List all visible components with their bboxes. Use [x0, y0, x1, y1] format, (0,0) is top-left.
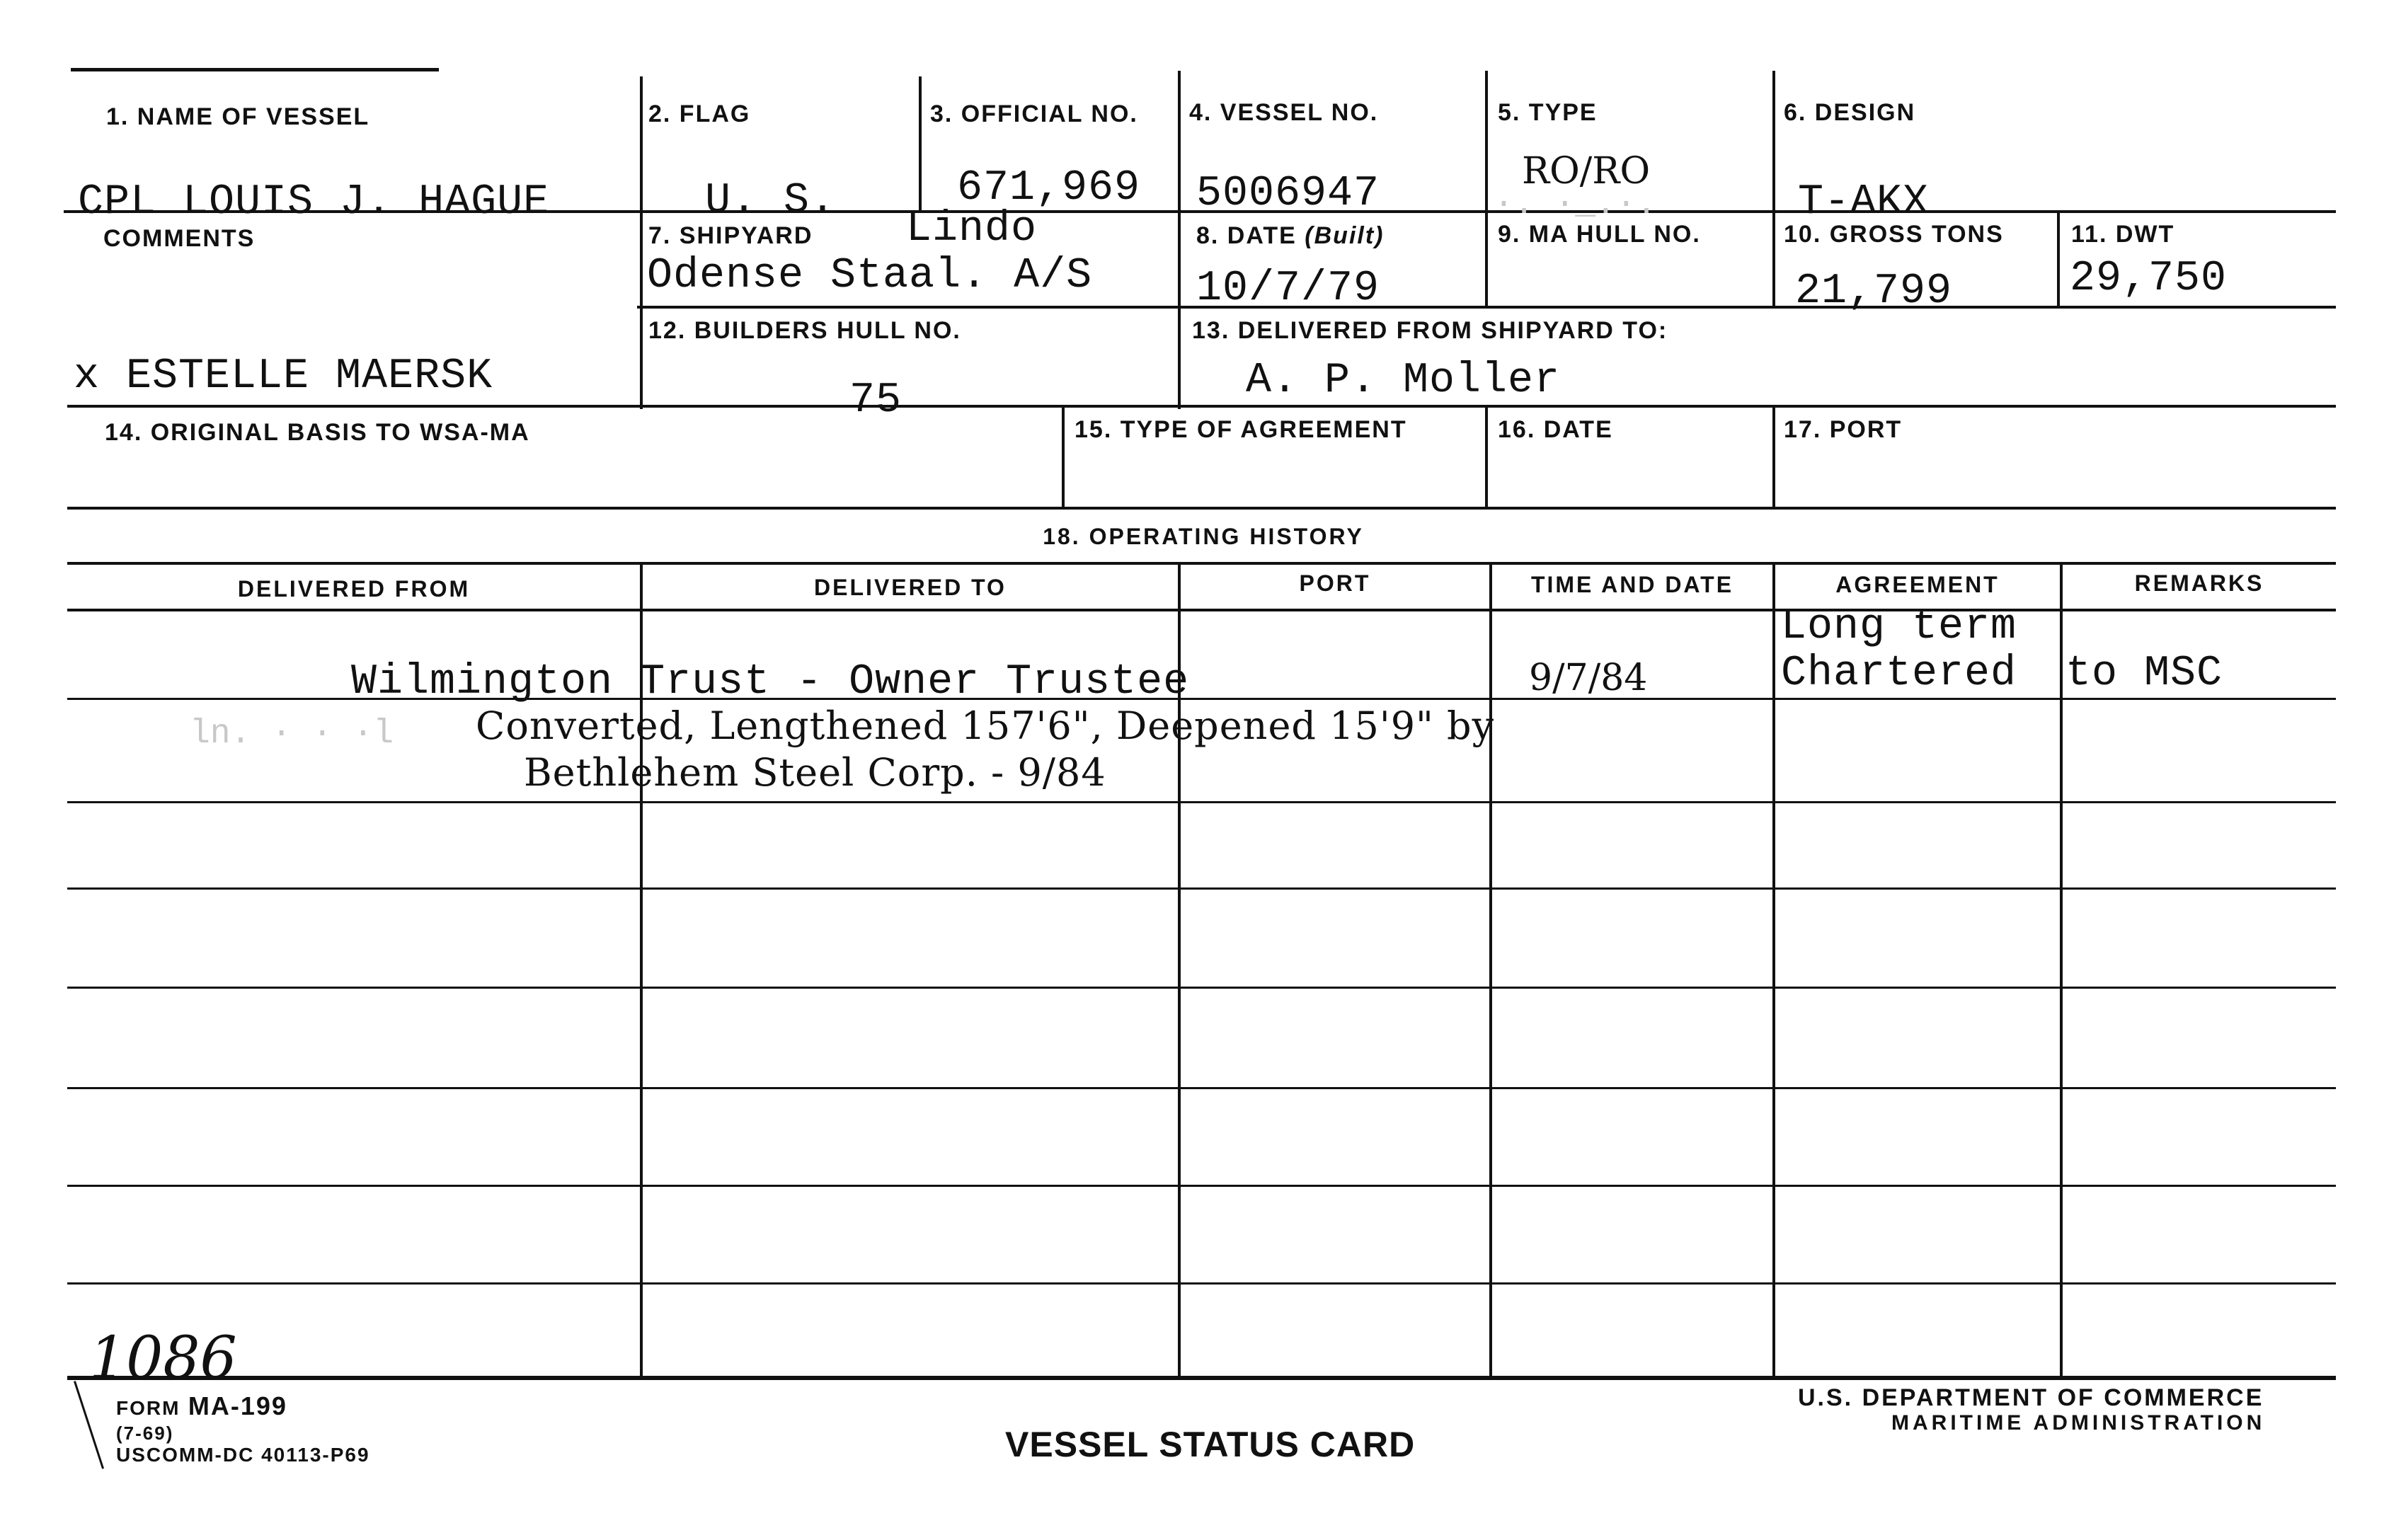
rule-hist4 [67, 987, 2336, 989]
hist-header-time-and-date: TIME AND DATE [1530, 572, 1734, 597]
vline-1 [640, 76, 643, 409]
value-flag: U. S. [705, 177, 837, 225]
label-date-built: 8. DATE (Built) [1196, 222, 1385, 249]
footer-corner-mark [74, 1381, 104, 1469]
value-shipyard-line2: Odense Staal. A/S [647, 252, 1093, 300]
vline-6 [2057, 212, 2060, 307]
value-design: T-AKX [1798, 178, 1930, 226]
hist-header-port: PORT [1299, 570, 1371, 596]
value-dwt: 29,750 [2070, 255, 2228, 303]
label-dwt: 11. DWT [2071, 221, 2175, 248]
label-design: 6. DESIGN [1784, 99, 1916, 126]
label-name-of-vessel: 1. NAME OF VESSEL [106, 103, 370, 130]
hist-entry-delivered: Wilmington Trust - Owner Trustee [351, 658, 1190, 706]
vline-7 [1062, 406, 1065, 508]
hist-header-remarks: REMARKS [2134, 570, 2264, 596]
hist-header-delivered-to: DELIVERED TO [814, 575, 1007, 600]
vline-4 [1485, 71, 1488, 307]
dept-line1: U.S. DEPARTMENT OF COMMERCE [1798, 1384, 2264, 1411]
rule-hist7 [67, 1282, 2336, 1285]
hist-vline-5 [2060, 562, 2063, 1377]
value-official-no: 671,969 [957, 164, 1141, 212]
handwritten-number: 1086 [89, 1325, 237, 1392]
rule-row4 [67, 507, 2336, 510]
label-type: 5. TYPE [1498, 99, 1598, 126]
operating-history-title: 18. OPERATING HISTORY [1043, 524, 1364, 549]
value-comments: x ESTELLE MAERSK [74, 352, 493, 401]
rule-hist5 [67, 1087, 2336, 1089]
hist-entry-remarks: to MSC [2065, 650, 2223, 698]
dept-line2: MARITIME ADMINISTRATION [1891, 1411, 2266, 1435]
rule-hist6 [67, 1185, 2336, 1187]
hist-header-agreement: AGREEMENT [1835, 572, 2000, 597]
label-shipyard: 7. SHIPYARD [648, 222, 813, 249]
rule-bottom [67, 1376, 2336, 1380]
faint-erased-text: ln. · · ·l [190, 715, 394, 753]
card-title: VESSEL STATUS CARD [1005, 1425, 1416, 1464]
value-vessel-no: 5006947 [1196, 170, 1380, 218]
vline-8 [1485, 406, 1488, 508]
rule-hist2 [67, 801, 2336, 803]
vline-2 [919, 76, 922, 211]
uscomm-code: USCOMM-DC 40113-P69 [116, 1444, 370, 1466]
value-gross-tons: 21,799 [1795, 268, 1953, 316]
rule-row3 [67, 405, 2336, 408]
vline-3 [1178, 71, 1181, 409]
label-delivered-from-shipyard-to: 13. DELIVERED FROM SHIPYARD TO: [1192, 317, 1668, 344]
label-ma-hull-no: 9. MA HULL NO. [1498, 221, 1701, 248]
label-builders-hull-no: 12. BUILDERS HULL NO. [648, 317, 961, 344]
value-date-built: 10/7/79 [1196, 265, 1380, 313]
form-date: (7-69) [116, 1423, 174, 1444]
hist-note-line2: Bethlehem Steel Corp. - 9/84 [524, 750, 1106, 795]
form-number: FORM MA-199 [116, 1391, 287, 1420]
value-type: RO/RO [1522, 150, 1651, 192]
hist-note-line1: Converted, Lengthened 157'6", Deepened 15'9" by [476, 703, 1495, 748]
value-builders-hull-no: 75 [849, 377, 902, 425]
hist-header-delivered-from: DELIVERED FROM [237, 576, 471, 602]
value-shipyard-line1: Lindo [906, 205, 1038, 253]
label-type-of-agreement: 15. TYPE OF AGREEMENT [1075, 416, 1407, 443]
label-port-17: 17. PORT [1784, 416, 1903, 443]
label-comments: COMMENTS [103, 225, 256, 252]
hist-vline-3 [1489, 562, 1492, 1377]
label-official-no: 3. OFFICIAL NO. [930, 100, 1138, 127]
label-original-basis: 14. ORIGINAL BASIS TO WSA-MA [105, 419, 530, 446]
vline-9 [1772, 406, 1775, 508]
hist-entry-date: 9/7/84 [1529, 657, 1648, 699]
vline-5 [1772, 71, 1775, 307]
value-delivered-to: A. P. Moller [1246, 357, 1561, 405]
label-gross-tons: 10. GROSS TONS [1784, 221, 2004, 248]
faint-type-remnant: ·. ·_.·. [1494, 185, 1657, 224]
rule-row5 [67, 562, 2336, 565]
top-rule [71, 68, 439, 71]
rule-hist3 [67, 887, 2336, 890]
label-vessel-no: 4. VESSEL NO. [1189, 99, 1379, 126]
hist-entry-agreement-line1: Long term [1781, 603, 2017, 651]
hist-vline-4 [1772, 562, 1775, 1377]
label-date-16: 16. DATE [1498, 416, 1613, 443]
label-flag: 2. FLAG [648, 100, 751, 127]
value-name-of-vessel: CPL LOUIS J. HAGUE [78, 178, 550, 226]
hist-entry-agreement-line2: Chartered [1781, 650, 2017, 698]
